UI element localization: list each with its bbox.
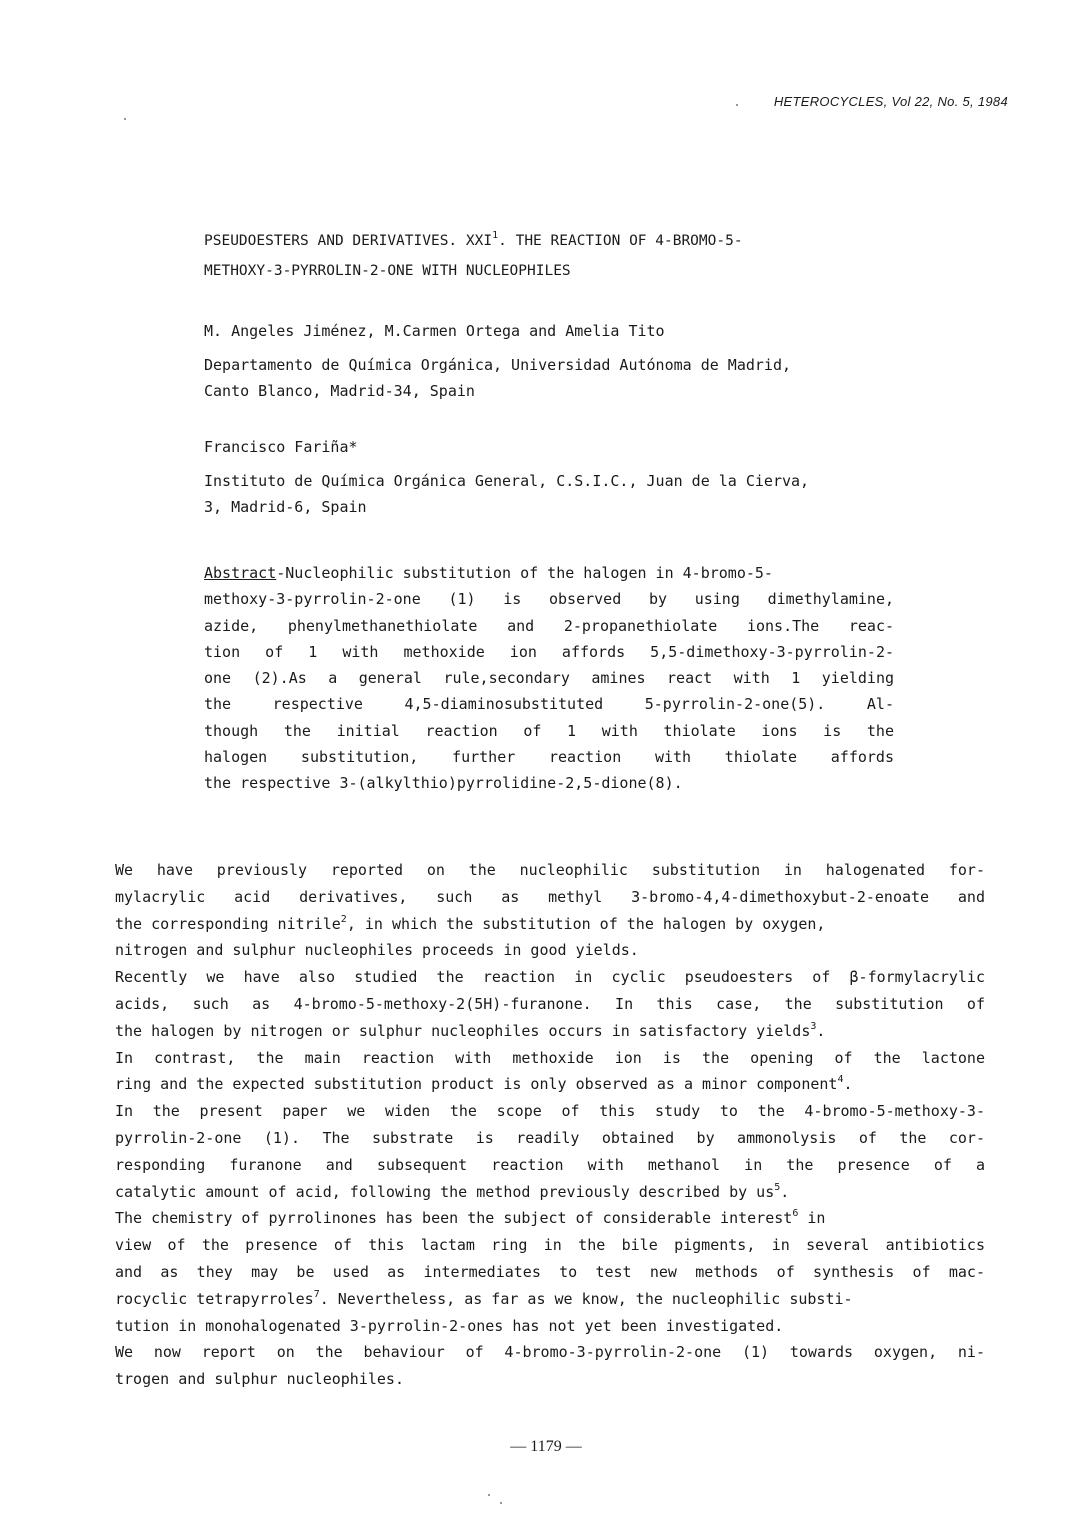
scan-speck xyxy=(500,1502,502,1504)
scan-speck xyxy=(736,104,738,106)
abstract: Abstract-Nucleophilic substitution of the halogen in 4-bromo-5- methoxy-3-pyrrolin-2-one (1) is observed by using dimethylamine, azide, phenylmethanethiolate and 2-propanethiolate ions.The reac- tion of 1 with methoxide ion affords 5,5-dimethoxy-3-pyrrolin-2- one (2).As a general rule,secondary amines react with 1 yielding the respective 4,5-diaminosubstituted 5-pyrrolin-2-one(5). Al- though the initial reaction of 1 with thiolate ions is the halogen substitution, further reaction with thiolate affords the respective 3-(alkylthio)pyrrolidine-2,5-dione(8). xyxy=(204,564,894,793)
body-text: We have previously reported on the nucleophilic substitution in halogenated for- mylacrylic acid derivatives, such as methyl 3-bromo-4,4-dimethoxybut-2-enoate and the corresponding nitrile$^2$, in which the substitution of the halogen by oxygen, nitrogen and sulphur nucleophiles proceeds in good yields. Recently we have also studied the reaction in cyclic pseudoesters of β-formylacrylic acids, such as 4-bromo-5-methoxy-2(5H)-furanone. In this case, the substitution of the halogen by nitrogen or sulphur nucleophiles occurs in satisfactory yields$^3$. In contrast, the main reaction with methoxide ion is the opening of the lactone ring and the expected substitution product is only observed as a minor component$^4$. In the present paper we widen the scope of this study to the 4-bromo-5-methoxy-3- pyrrolin-2-one (1). The substrate is readily obtained by ammonolysis of the cor- responding furanone and subsequent reaction with methanol in the presence of a catalytic amount of acid, following the method previously described by $us^5$. The chemistry of pyrrolinones has been the subject of considerable interest$^6$ in view of the presence of this lactam ring in the bile pigments, in several antibiotics and as they may be used as intermediates to test new methods of synthesis of mac- rocyclic tetrapyrroles$^7$. Nevertheless, as far as we know, the nucleophilic substi- tution in monohalogenated 3-pyrrolin-2-ones has not yet been investigated. We now report on the behaviour of 4-bromo-3-pyrrolin-2-one (1) towards oxygen, ni- trogen and sulphur nucleophiles. xyxy=(115,861,985,1389)
scan-speck xyxy=(488,1494,490,1496)
scan-speck xyxy=(124,118,126,120)
affiliation: Instituto de Química Orgánica General, C.S.I.C., Juan de la Cierva, 3, Madrid-6, Spain xyxy=(204,472,810,517)
page-number: — 1179 — xyxy=(510,1438,582,1455)
corresponding-author: Francisco Fariña* xyxy=(204,438,358,456)
affiliation: Departamento de Química Orgánica, Universidad Autónoma de Madrid, Canto Blanco, Madrid-34, Spain xyxy=(204,356,791,401)
abstract-heading: Abstract xyxy=(204,564,277,582)
paper-title: PSEUDOESTERS AND DERIVATIVES. XXI$^1$. THE REACTION OF 4-BROMO-5- METHOXY-3-PYRROLIN-2-ONE WITH NUCLEOPHILES xyxy=(204,230,743,279)
author-list: M. Angeles Jiménez, M.Carmen Ortega and Amelia Tito xyxy=(204,322,665,340)
journal-citation: HETEROCYCLES, Vol 22, No. 5, 1984 xyxy=(773,94,1008,109)
